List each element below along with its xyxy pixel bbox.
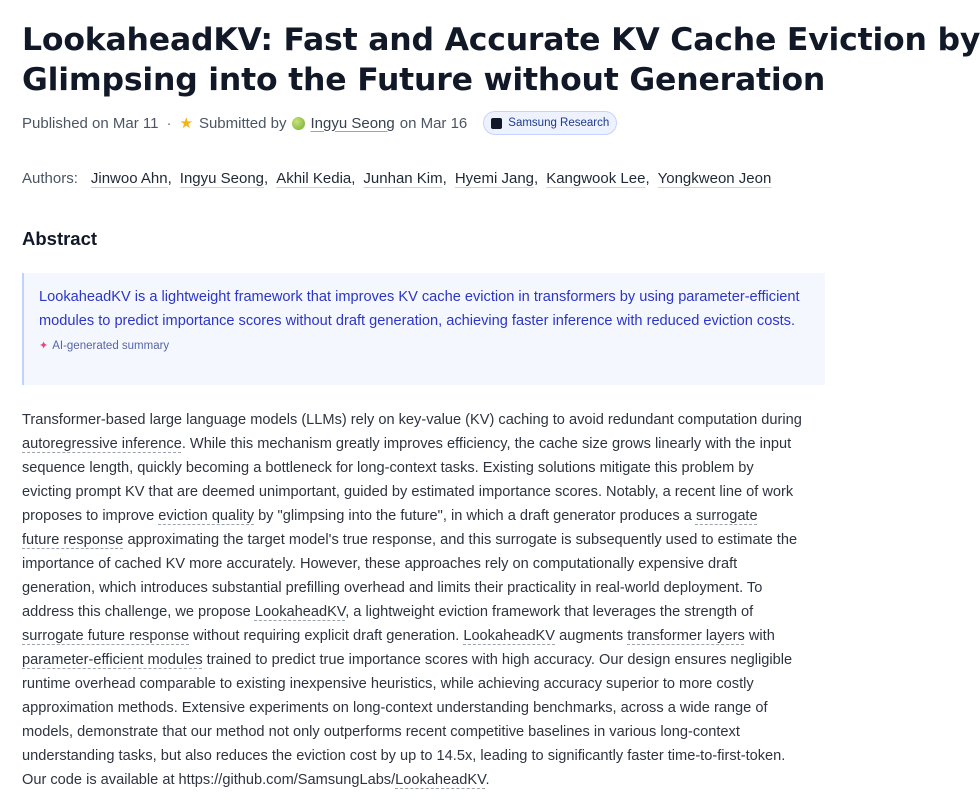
abstract-line: models, demonstrate that our method not only outperforms recent competitive baselines in various long-context <box>22 724 740 740</box>
organization-logo-icon <box>491 118 502 129</box>
abstract-line: future response approximating the target model's true response, and this surrogate is subsequently used to estimate the <box>22 532 798 548</box>
keyword-link[interactable]: LookaheadKV <box>254 604 346 620</box>
submitter-link[interactable]: Ingyu Seong <box>310 114 395 132</box>
abstract-line: Transformer-based large language models (LLMs) rely on key-value (KV) caching to avoid redundant computation during <box>22 412 802 428</box>
author-link[interactable]: Akhil Kedia <box>276 169 352 187</box>
abstract-line: approximation methods. Extensive experiments on long-context understanding benchmarks, across a wide range of <box>22 700 768 716</box>
paper-title <box>22 20 980 100</box>
abstract-line: surrogate future response without requiring explicit draft generation. LookaheadKV augments transformer layers with <box>22 628 775 644</box>
author-link[interactable]: Ingyu Seong <box>179 169 265 187</box>
author-link[interactable]: Jinwoo Ahn <box>90 169 168 187</box>
published-date: Published on Mar 11 <box>22 114 159 132</box>
keyword-link[interactable]: transformer layers <box>627 628 745 644</box>
ai-summary-label: AI-generated summary <box>52 339 170 352</box>
keyword-link[interactable]: eviction quality <box>158 508 255 524</box>
ai-summary-tag <box>39 339 811 352</box>
organization-name: Samsung Research <box>508 117 610 129</box>
author-item: Jinwoo Ahn , <box>90 169 172 187</box>
author-link[interactable]: Kangwook Lee <box>546 169 646 187</box>
abstract-line: address this challenge, we propose LookaheadKV, a lightweight eviction framework that leverages the strength of <box>22 604 754 620</box>
abstract-line: autoregressive inference. While this mechanism greatly improves efficiency, the cache size grows linearly with the input <box>22 436 792 452</box>
keyword-link[interactable]: parameter-efficient modules <box>22 652 203 668</box>
ai-summary-box <box>22 273 825 385</box>
submitter-avatar-icon <box>292 117 305 130</box>
abstract-text <box>22 408 830 792</box>
author-link[interactable]: Hyemi Jang <box>454 169 535 187</box>
title-line-2: Glimpsing into the Future without Generation <box>22 62 826 98</box>
abstract-line: runtime overhead comparable to existing inexpensive heuristics, while achieving accuracy superior to more costly <box>22 676 754 692</box>
author-item: Hyemi Jang , <box>454 169 539 187</box>
abstract-line: proposes to improve eviction quality by "glimpsing into the future", in which a draft generator produces a surrogate <box>22 508 758 524</box>
submitted-date: on Mar 16 <box>399 114 468 132</box>
abstract-heading: Abstract <box>22 228 98 249</box>
keyword-link[interactable]: LookaheadKV <box>463 628 556 644</box>
title-line-1: LookaheadKV: Fast and Accurate KV Cache Eviction by <box>22 22 980 58</box>
authors-label: Authors: <box>22 169 78 187</box>
author-link[interactable]: Yongkweon Jeon <box>657 169 772 187</box>
star-icon: ★ <box>179 115 193 132</box>
ai-summary-text: LookaheadKV is a lightweight framework that improves KV cache eviction in transformers by using parameter-efficient modules to predict importance scores without draft generation, achieving faster inference with reduced eviction costs. <box>39 289 800 329</box>
abstract-line: generation, which introduces substantial prefilling overhead and limits their practicality in real-world deployment. To <box>22 580 763 596</box>
keyword-link[interactable]: surrogate future response <box>22 628 190 644</box>
author-link[interactable]: Junhan Kim <box>363 169 443 187</box>
organization-badge[interactable] <box>483 111 617 135</box>
author-item: Akhil Kedia , <box>276 169 356 187</box>
keyword-link[interactable]: surrogate <box>695 508 758 524</box>
authors-list <box>22 166 771 190</box>
abstract-line: importance of cached KV more accurately. However, these approaches rely on computationally expensive draft <box>22 556 738 572</box>
author-item: Junhan Kim , <box>363 169 447 187</box>
keyword-link[interactable]: future response <box>22 532 124 548</box>
keyword-link[interactable]: autoregressive inference <box>22 436 182 452</box>
sparkle-icon: ✦ <box>39 340 49 352</box>
author-item: Kangwook Lee , <box>546 169 650 187</box>
meta-separator: · <box>166 114 172 132</box>
paper-meta <box>22 110 617 136</box>
author-item: Ingyu Seong , <box>179 169 269 187</box>
author-item <box>658 170 772 187</box>
abstract-line: Our code is available at https://github.com/SamsungLabs/LookaheadKV. <box>22 772 490 788</box>
abstract-line: understanding tasks, but also reduces the eviction cost by up to 14.5x, leading to significantly faster time-to-first-token. <box>22 748 786 764</box>
keyword-link[interactable]: LookaheadKV <box>395 772 486 788</box>
abstract-line: sequence length, quickly becoming a bottleneck for long-context tasks. Existing solutions mitigate this problem by <box>22 460 754 476</box>
abstract-line: evicting prompt KV that are deemed unimportant, guided by estimated importance scores. Notably, a recent line of work <box>22 484 794 500</box>
submitted-prefix: Submitted by <box>198 114 287 132</box>
abstract-line: parameter-efficient modules trained to predict true importance scores with high accuracy. Our design ensures negligible <box>22 652 793 668</box>
